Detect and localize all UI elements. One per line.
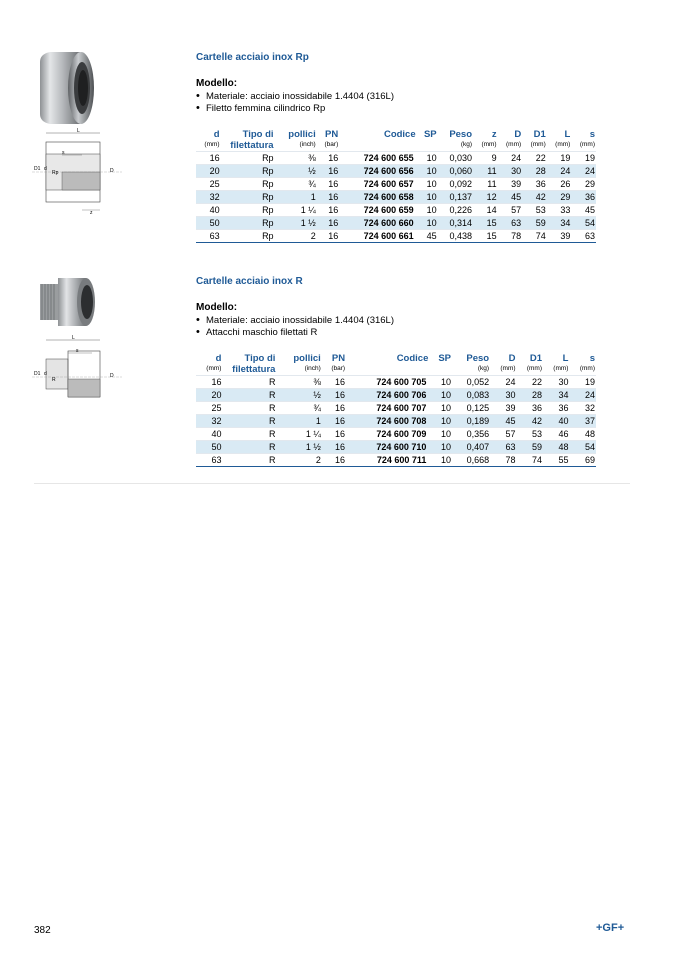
table-cell: 36 <box>543 402 569 415</box>
column-header <box>473 129 498 152</box>
table-cell: R <box>222 428 276 441</box>
table-cell: 1 ½ <box>275 217 317 230</box>
table-row <box>196 402 596 415</box>
table-cell: R <box>222 389 276 402</box>
table-cell: 28 <box>517 389 543 402</box>
table-cell: 33 <box>547 204 572 217</box>
table-cell: 0,060 <box>438 165 473 178</box>
table-cell: 74 <box>517 454 543 467</box>
table-cell: 50 <box>196 217 221 230</box>
table-cell: 0,438 <box>438 230 473 243</box>
column-header-label: SP <box>423 129 437 140</box>
table-row <box>196 191 596 204</box>
column-header <box>522 129 547 152</box>
table-cell: ¾ <box>275 178 317 191</box>
column-header-label: pollici <box>293 353 321 364</box>
table-cell: 0,189 <box>452 415 490 428</box>
column-header <box>339 129 416 152</box>
table-cell: 32 <box>569 402 596 415</box>
table-cell: 40 <box>196 428 222 441</box>
table-cell: 0,083 <box>452 389 490 402</box>
section-r <box>196 276 598 467</box>
column-header-label: Tipo di filettatura <box>232 353 276 375</box>
column-header-label: PN <box>325 129 339 140</box>
column-header <box>196 353 222 376</box>
column-unit: (mm) <box>553 365 569 372</box>
table-cell: 11 <box>473 178 498 191</box>
spec-item: • Attacchi maschio filettati R <box>196 327 598 339</box>
table-cell: 57 <box>498 204 523 217</box>
table-cell: 16 <box>317 230 340 243</box>
table-cell: 24 <box>490 376 516 389</box>
table-cell: 32 <box>196 191 221 204</box>
table-cell: 32 <box>196 415 222 428</box>
column-header-label: D <box>514 129 522 140</box>
table-cell: 20 <box>196 389 222 402</box>
table-cell: 0,314 <box>438 217 473 230</box>
table-cell: 0,052 <box>452 376 490 389</box>
column-header <box>222 353 276 376</box>
column-header-label: d <box>213 129 220 140</box>
table-cell: 40 <box>543 415 569 428</box>
table-cell: 16 <box>317 165 340 178</box>
table-cell: 36 <box>571 191 596 204</box>
table-cell: R <box>222 441 276 454</box>
page-number: 382 <box>34 925 51 936</box>
table-cell: 25 <box>196 402 222 415</box>
table-cell: 11 <box>473 165 498 178</box>
table-cell: ½ <box>276 389 321 402</box>
table-cell: 1 <box>276 415 321 428</box>
column-unit: (mm) <box>579 141 595 148</box>
table-cell: Rp <box>221 230 275 243</box>
table-cell: 724 600 656 <box>339 165 416 178</box>
table-row <box>196 165 596 178</box>
table-cell: 46 <box>543 428 569 441</box>
table-cell: 25 <box>196 178 221 191</box>
column-header-label: D <box>508 353 516 364</box>
table-cell: 16 <box>317 191 340 204</box>
table-cell: 1 ¼ <box>275 204 317 217</box>
column-header <box>322 353 346 376</box>
dim-label-Rp: Rp <box>52 170 59 176</box>
column-header <box>517 353 543 376</box>
section-divider <box>34 483 630 484</box>
column-unit: (mm) <box>526 365 542 372</box>
section-title: Cartelle acciaio inox Rp <box>196 52 309 63</box>
dim-label-L: L <box>77 128 80 134</box>
table-cell: Rp <box>221 204 275 217</box>
table-cell: 40 <box>196 204 221 217</box>
table-cell: 0,137 <box>438 191 473 204</box>
table-cell: 34 <box>543 389 569 402</box>
column-header <box>438 129 473 152</box>
dim-label-s: s <box>62 150 65 156</box>
column-header-label: z <box>491 129 497 140</box>
dim-label-D1: D1 <box>34 371 41 377</box>
table-row <box>196 441 596 454</box>
table-row <box>196 204 596 217</box>
table-cell: 19 <box>547 152 572 165</box>
table-cell: 16 <box>322 415 346 428</box>
technical-drawing-r <box>32 335 122 420</box>
technical-drawing-rp <box>32 128 122 223</box>
column-unit: (mm) <box>555 141 571 148</box>
table-cell: 39 <box>490 402 516 415</box>
table-cell: Rp <box>221 165 275 178</box>
model-label: Modello: <box>196 302 238 313</box>
table-cell: 63 <box>196 230 221 243</box>
table-cell: Rp <box>221 191 275 204</box>
column-header-label: SP <box>438 353 451 364</box>
column-header <box>276 353 321 376</box>
table-row <box>196 178 596 191</box>
column-header-label: D1 <box>529 353 542 364</box>
dim-label-D1: D1 <box>34 166 41 172</box>
column-unit: (mm) <box>206 365 222 372</box>
table-cell: 53 <box>517 428 543 441</box>
table-cell: 0,092 <box>438 178 473 191</box>
table-cell: 16 <box>322 402 346 415</box>
table-cell: 10 <box>429 376 452 389</box>
column-header <box>196 129 221 152</box>
table-cell: 10 <box>417 217 438 230</box>
table-cell: 15 <box>473 217 498 230</box>
table-cell: R <box>222 454 276 467</box>
column-header <box>317 129 340 152</box>
table-row <box>196 376 596 389</box>
table-cell: 724 600 711 <box>346 454 429 467</box>
table-cell: 74 <box>522 230 547 243</box>
column-header-label: PN <box>331 353 346 364</box>
table-cell: 0,125 <box>452 402 490 415</box>
table-cell: 19 <box>571 152 596 165</box>
table-cell: 0,226 <box>438 204 473 217</box>
column-unit: (mm) <box>204 141 220 148</box>
table-cell: 39 <box>547 230 572 243</box>
table-cell: 10 <box>429 428 452 441</box>
table-cell: ⅜ <box>275 152 317 165</box>
table-cell: 16 <box>322 454 346 467</box>
column-unit: (mm) <box>500 365 516 372</box>
table-cell: 14 <box>473 204 498 217</box>
table-cell: 724 600 708 <box>346 415 429 428</box>
column-header-label: s <box>589 353 595 364</box>
table-cell: 16 <box>322 441 346 454</box>
column-header <box>417 129 438 152</box>
table-cell: 724 600 655 <box>339 152 416 165</box>
table-header-row <box>196 353 596 376</box>
table-cell: 724 600 658 <box>339 191 416 204</box>
section-rp <box>196 52 598 243</box>
table-cell: 20 <box>196 165 221 178</box>
table-cell: 34 <box>547 217 572 230</box>
table-cell: 16 <box>317 178 340 191</box>
column-header-label: Peso <box>466 353 490 364</box>
column-unit: (mm) <box>506 141 522 148</box>
table-cell: 15 <box>473 230 498 243</box>
table-cell: 48 <box>543 441 569 454</box>
dim-label-d: d <box>44 166 47 172</box>
table-cell: 45 <box>498 191 523 204</box>
table-cell: 724 600 661 <box>339 230 416 243</box>
column-unit: (inch) <box>304 365 321 372</box>
column-header-label: s <box>589 129 595 140</box>
product-photo-rp <box>36 48 98 133</box>
table-cell: 63 <box>498 217 523 230</box>
table-cell: 36 <box>517 402 543 415</box>
table-cell: 2 <box>275 230 317 243</box>
column-header <box>490 353 516 376</box>
section-title: Cartelle acciaio inox R <box>196 276 303 287</box>
table-cell: 16 <box>322 428 346 441</box>
spec-list <box>196 91 598 115</box>
table-cell: 19 <box>569 376 596 389</box>
spec-item: • Materiale: acciaio inossidabile 1.4404 (316L) <box>196 315 598 327</box>
table-cell: 59 <box>522 217 547 230</box>
column-header <box>275 129 317 152</box>
table-cell: 16 <box>322 376 346 389</box>
column-unit: (kg) <box>460 141 473 148</box>
table-cell: 45 <box>490 415 516 428</box>
dim-label-s: s <box>76 348 79 354</box>
column-header <box>498 129 523 152</box>
table-cell: 42 <box>522 191 547 204</box>
table-cell: 724 600 660 <box>339 217 416 230</box>
column-header <box>452 353 490 376</box>
table-row <box>196 217 596 230</box>
column-header <box>571 129 596 152</box>
table-cell: Rp <box>221 152 275 165</box>
table-cell: 10 <box>429 402 452 415</box>
table-cell: 28 <box>522 165 547 178</box>
table-cell: 16 <box>196 376 222 389</box>
table-cell: Rp <box>221 178 275 191</box>
column-header-label: Codice <box>383 129 416 140</box>
dim-label-z: z <box>90 210 93 216</box>
table-cell: 29 <box>547 191 572 204</box>
table-row <box>196 152 596 165</box>
table-cell: 63 <box>196 454 222 467</box>
table-row <box>196 415 596 428</box>
table-row <box>196 428 596 441</box>
column-header-label: d <box>215 353 222 364</box>
product-photo-r <box>36 272 98 337</box>
table-cell: 36 <box>522 178 547 191</box>
table-cell: 24 <box>571 165 596 178</box>
table-cell: 724 600 659 <box>339 204 416 217</box>
dim-label-L: L <box>72 335 75 341</box>
table-cell: 22 <box>517 376 543 389</box>
table-cell: 16 <box>317 204 340 217</box>
table-cell: 55 <box>543 454 569 467</box>
table-cell: 1 ½ <box>276 441 321 454</box>
table-cell: 0,356 <box>452 428 490 441</box>
column-unit: (mm) <box>530 141 546 148</box>
spec-item: • Filetto femmina cilindrico Rp <box>196 103 598 115</box>
spec-table <box>196 353 596 467</box>
table-cell: 10 <box>429 415 452 428</box>
dim-label-D: D <box>110 373 114 379</box>
column-unit: (mm) <box>579 365 595 372</box>
table-cell: 24 <box>547 165 572 178</box>
table-cell: 22 <box>522 152 547 165</box>
table-cell: 57 <box>490 428 516 441</box>
table-cell: 50 <box>196 441 222 454</box>
gf-logo: +GF+ <box>596 922 625 934</box>
table-cell: 10 <box>429 454 452 467</box>
table-cell: 724 600 705 <box>346 376 429 389</box>
table-cell: 10 <box>417 191 438 204</box>
column-unit: (bar) <box>324 141 339 148</box>
table-cell: 29 <box>571 178 596 191</box>
column-unit: (bar) <box>331 365 346 372</box>
table-cell: 54 <box>569 441 596 454</box>
table-cell: 1 <box>275 191 317 204</box>
table-row <box>196 389 596 402</box>
table-cell: 45 <box>571 204 596 217</box>
column-header-label: Tipo di filettatura <box>230 129 274 151</box>
column-header-label: L <box>564 129 571 140</box>
table-cell: 724 600 657 <box>339 178 416 191</box>
table-cell: 0,668 <box>452 454 490 467</box>
table-cell: 16 <box>317 152 340 165</box>
table-cell: 42 <box>517 415 543 428</box>
table-row <box>196 230 596 243</box>
table-cell: 26 <box>547 178 572 191</box>
table-cell: 39 <box>498 178 523 191</box>
table-cell: 54 <box>571 217 596 230</box>
spec-item: • Materiale: acciaio inossidabile 1.4404 (316L) <box>196 91 598 103</box>
table-cell: 10 <box>417 204 438 217</box>
table-cell: 16 <box>322 389 346 402</box>
table-cell: ⅜ <box>276 376 321 389</box>
column-header-label: L <box>562 353 569 364</box>
table-cell: ½ <box>275 165 317 178</box>
table-cell: 78 <box>498 230 523 243</box>
table-cell: R <box>222 415 276 428</box>
table-cell: 12 <box>473 191 498 204</box>
table-cell: 78 <box>490 454 516 467</box>
table-header-row <box>196 129 596 152</box>
dim-label-D: D <box>110 168 114 174</box>
table-cell: 724 600 707 <box>346 402 429 415</box>
table-cell: 724 600 706 <box>346 389 429 402</box>
column-header <box>346 353 429 376</box>
model-label: Modello: <box>196 78 238 89</box>
table-cell: 10 <box>429 389 452 402</box>
table-cell: 37 <box>569 415 596 428</box>
column-header <box>429 353 452 376</box>
column-header <box>221 129 275 152</box>
table-row <box>196 454 596 467</box>
table-cell: 0,030 <box>438 152 473 165</box>
table-cell: 30 <box>490 389 516 402</box>
column-header-label: Peso <box>449 129 473 140</box>
dim-label-d: d <box>44 371 47 377</box>
table-cell: 24 <box>498 152 523 165</box>
table-cell: 9 <box>473 152 498 165</box>
column-header <box>543 353 569 376</box>
table-cell: 16 <box>317 217 340 230</box>
table-cell: 2 <box>276 454 321 467</box>
table-cell: 30 <box>498 165 523 178</box>
spec-list <box>196 315 598 339</box>
table-cell: 45 <box>417 230 438 243</box>
table-cell: ¾ <box>276 402 321 415</box>
column-header <box>569 353 596 376</box>
table-cell: 10 <box>429 441 452 454</box>
column-unit: (mm) <box>481 141 497 148</box>
table-cell: 24 <box>569 389 596 402</box>
table-cell: 53 <box>522 204 547 217</box>
table-cell: R <box>222 376 276 389</box>
table-cell: 63 <box>490 441 516 454</box>
column-unit: (kg) <box>477 365 490 372</box>
column-header-label: pollici <box>288 129 316 140</box>
table-cell: 69 <box>569 454 596 467</box>
column-header-label: D1 <box>533 129 546 140</box>
column-header <box>547 129 572 152</box>
table-cell: Rp <box>221 217 275 230</box>
column-unit: (inch) <box>299 141 316 148</box>
spec-table <box>196 129 596 243</box>
dim-label-R: R <box>52 377 56 383</box>
table-cell: R <box>222 402 276 415</box>
table-cell: 0,407 <box>452 441 490 454</box>
table-cell: 63 <box>571 230 596 243</box>
table-cell: 10 <box>417 152 438 165</box>
table-cell: 724 600 710 <box>346 441 429 454</box>
table-cell: 30 <box>543 376 569 389</box>
column-header-label: Codice <box>396 353 429 364</box>
table-cell: 48 <box>569 428 596 441</box>
table-cell: 1 ¼ <box>276 428 321 441</box>
table-cell: 10 <box>417 165 438 178</box>
table-cell: 59 <box>517 441 543 454</box>
table-cell: 10 <box>417 178 438 191</box>
table-cell: 724 600 709 <box>346 428 429 441</box>
table-cell: 16 <box>196 152 221 165</box>
